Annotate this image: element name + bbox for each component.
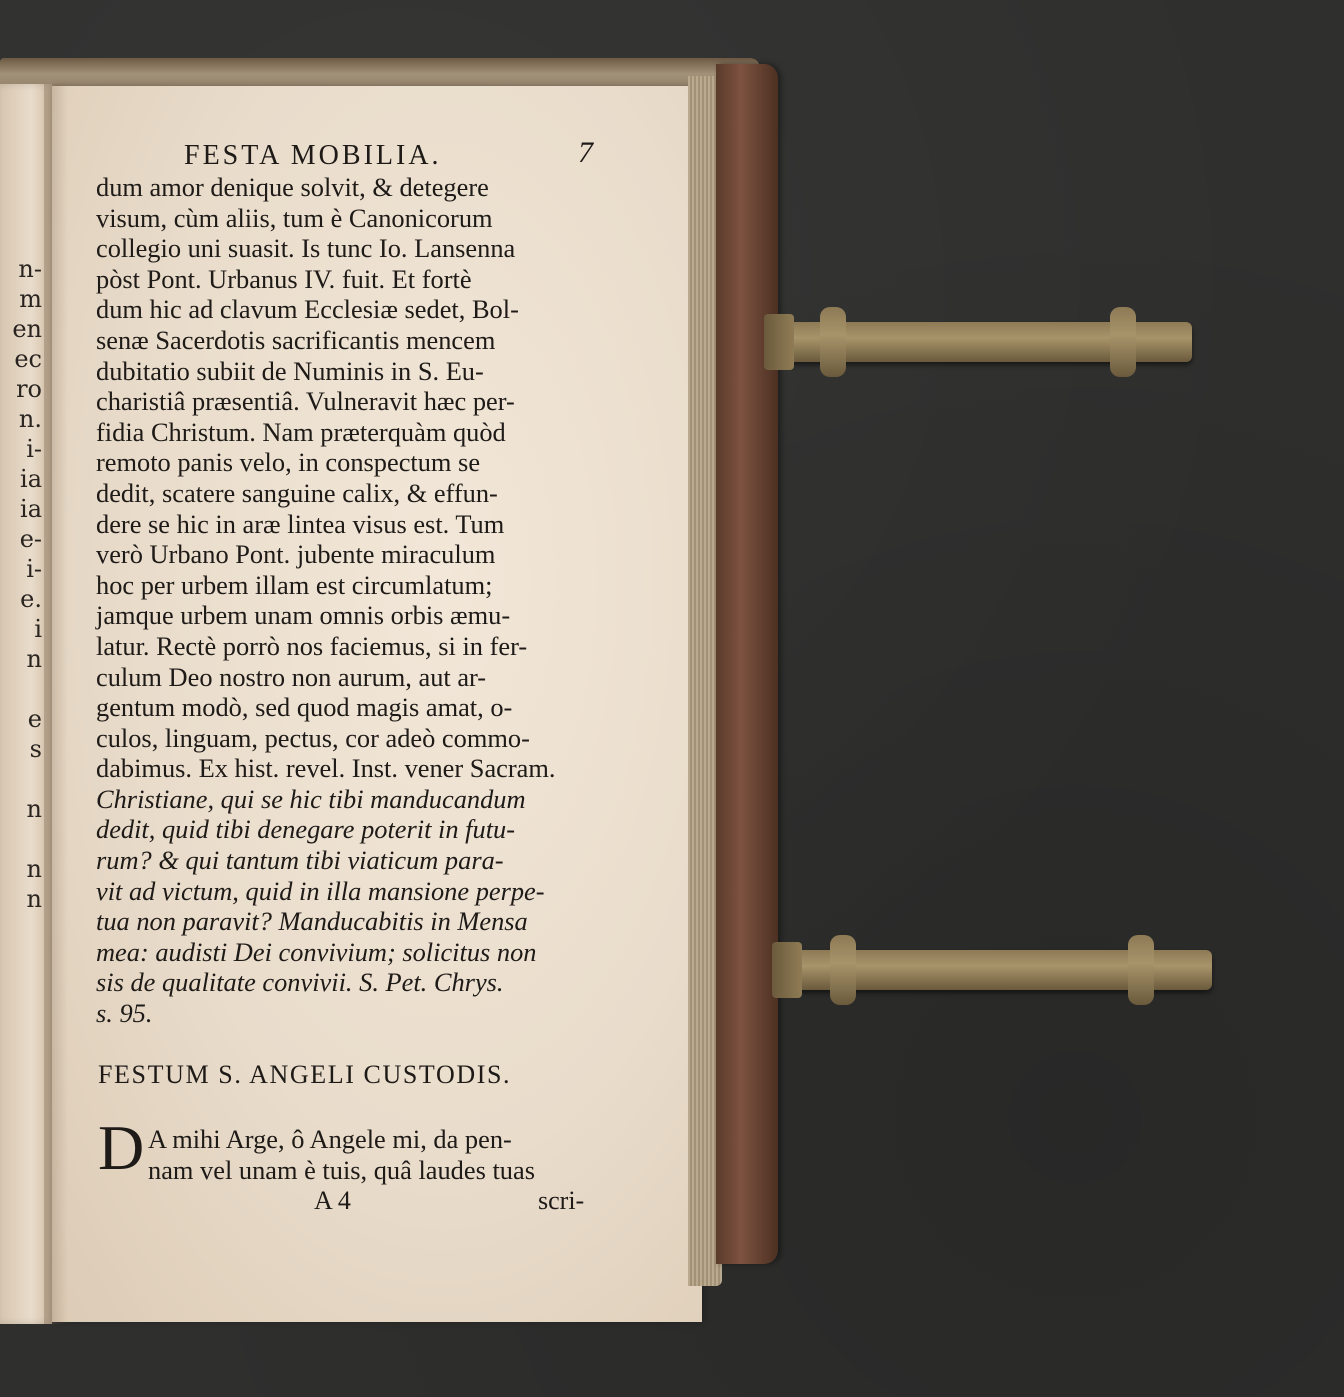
italic-text-line: Christiane, qui se hic tibi manducandum xyxy=(96,783,526,814)
book-gutter xyxy=(44,84,68,1324)
left-fragment: n- xyxy=(18,255,42,283)
section-text xyxy=(148,1124,594,1185)
italic-text-line: tua non paravit? Manducabitis in Mensa xyxy=(96,906,528,937)
text-line: visum, cùm aliis, tum è Canonicorum xyxy=(96,202,493,233)
lower-clasp xyxy=(788,950,1212,990)
left-fragment: i- xyxy=(26,555,42,583)
italic-text-line: mea: audisti Dei convivium; solicitus non xyxy=(96,936,537,967)
left-fragment: en xyxy=(12,315,42,343)
text-line: dum hic ad clavum Ecclesiæ sedet, Bol- xyxy=(96,294,519,325)
text-line: gentum modò, sed quod magis amat, o- xyxy=(96,692,513,723)
italic-text-line: s. 95. xyxy=(96,998,153,1029)
lower-clasp-ornament xyxy=(1128,935,1154,1005)
italic-text-line: rum? & qui tantum tibi viaticum para- xyxy=(96,845,504,876)
upper-clasp xyxy=(780,322,1192,362)
running-head: FESTA MOBILIA. xyxy=(184,140,442,171)
left-page-fragments xyxy=(2,254,42,914)
italic-text-line: vit ad victum, quid in illa mansione perpe- xyxy=(96,875,545,906)
left-fragment: e xyxy=(27,705,42,733)
left-fragment: n xyxy=(26,795,42,823)
left-fragment: e. xyxy=(20,585,42,613)
section-text-line: nam vel unam è tuis, quâ laudes tuas xyxy=(148,1154,535,1185)
signature-mark: A 4 xyxy=(314,1186,351,1215)
left-fragment: n. xyxy=(18,405,42,433)
drop-cap: D xyxy=(98,1112,145,1183)
left-fragment: i- xyxy=(26,435,42,463)
upper-clasp-hinge xyxy=(764,314,794,370)
left-fragment: i xyxy=(34,615,42,643)
text-line: dere se hic in aræ lintea visus est. Tum xyxy=(96,508,505,539)
italic-text-line: sis de qualitate convivii. S. Pet. Chrys. xyxy=(96,967,504,998)
upper-clasp-ornament xyxy=(820,307,846,377)
left-fragment: n xyxy=(26,645,42,673)
left-fragment: e- xyxy=(19,525,42,553)
text-line: collegio uni suasit. Is tunc Io. Lansenna xyxy=(96,233,516,264)
book-cover-edge xyxy=(716,64,778,1264)
left-fragment: ia xyxy=(20,495,42,523)
italic-text-line: dedit, quid tibi denegare poterit in futu- xyxy=(96,814,516,845)
left-fragment: ro xyxy=(16,375,42,403)
text-line: jamque urbem unam omnis orbis æmu- xyxy=(96,600,511,631)
left-fragment: s xyxy=(29,735,42,763)
left-fragment xyxy=(2,764,42,794)
text-line: senæ Sacerdotis sacrificantis mencem xyxy=(96,324,496,355)
text-line: charistiâ præsentiâ. Vulneravit hæc per- xyxy=(96,386,515,417)
left-fragment: n xyxy=(26,885,42,913)
text-line: dum amor denique solvit, & detegere xyxy=(96,172,489,202)
left-fragment: m xyxy=(19,285,42,313)
lower-clasp-ornament xyxy=(830,935,856,1005)
text-line: pòst Pont. Urbanus IV. fuit. Et fortè xyxy=(96,263,472,294)
section-heading: FESTUM S. ANGELI CUSTODIS. xyxy=(98,1060,512,1089)
section-text-line: A mihi Arge, ô Angele mi, da pen- xyxy=(148,1124,512,1154)
text-line: dedit, scatere sanguine calix, & effun- xyxy=(96,477,498,508)
left-fragment xyxy=(2,824,42,854)
text-line: verò Urbano Pont. jubente miraculum xyxy=(96,539,496,570)
text-line: culum Deo nostro non aurum, aut ar- xyxy=(96,661,487,692)
text-line: dubitatio subiit de Numinis in S. Eu- xyxy=(96,355,484,386)
left-fragment xyxy=(2,674,42,704)
left-fragment: ia xyxy=(20,465,42,493)
text-line: latur. Rectè porrò nos faciemus, si in fer- xyxy=(96,630,528,661)
text-line: dabimus. Ex hist. revel. Inst. vener Sacram. xyxy=(96,753,556,784)
text-line: culos, linguam, pectus, cor adeò commo- xyxy=(96,722,530,753)
main-text xyxy=(96,172,596,1029)
left-fragment: n xyxy=(26,855,42,883)
page-number: 7 xyxy=(578,136,593,169)
text-line: hoc per urbem illam est circumlatum; xyxy=(96,569,493,600)
left-fragment: ec xyxy=(14,345,42,373)
upper-clasp-ornament xyxy=(1110,307,1136,377)
text-line: fidia Christum. Nam præterquàm quòd xyxy=(96,416,506,447)
catchword: scri- xyxy=(538,1186,585,1215)
text-line: remoto panis velo, in conspectum se xyxy=(96,447,481,478)
lower-clasp-hinge xyxy=(772,942,802,998)
